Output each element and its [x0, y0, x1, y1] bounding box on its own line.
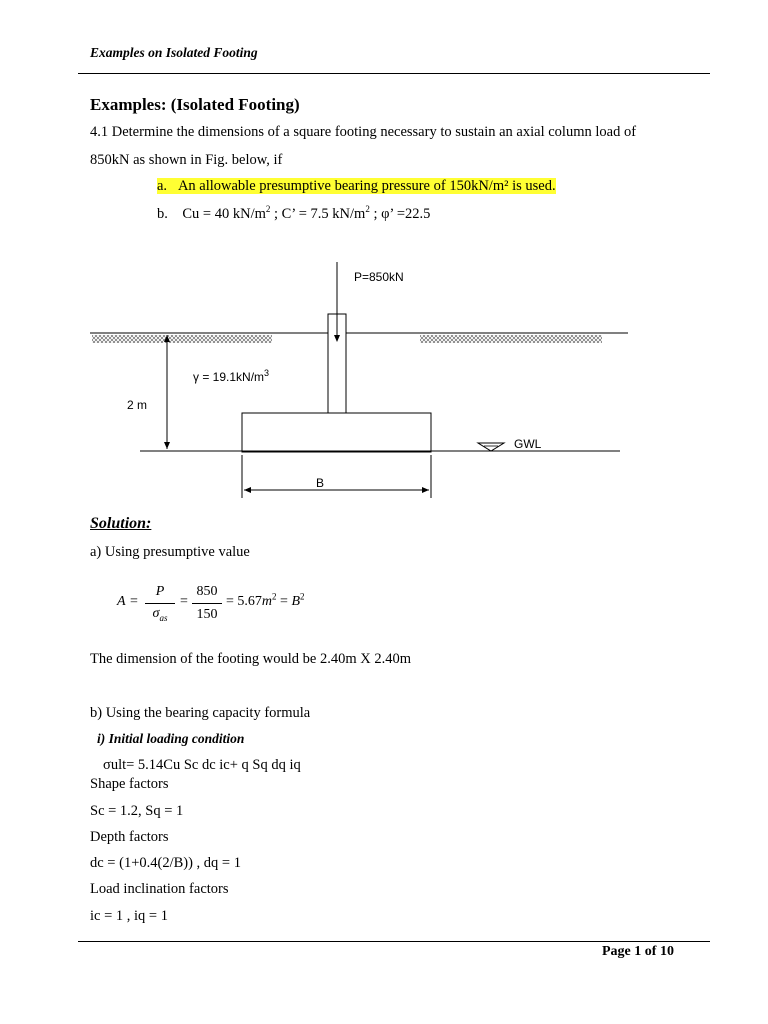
part-a: a) Using presumptive value: [90, 544, 250, 560]
shape-factors-values: Sc = 1.2, Sq = 1: [90, 803, 184, 819]
page-title: Examples: (Isolated Footing): [90, 95, 300, 114]
page-total: 10: [659, 944, 674, 959]
eq-equals-2: =: [180, 594, 188, 609]
eq-num-1: P: [155, 584, 165, 599]
problem-line-2: 850kN as shown in Fig. below, if: [90, 152, 283, 168]
eq-sigma: σ: [152, 606, 160, 621]
shape-factors-label: Shape factors: [90, 776, 169, 792]
eq-equals-1: =: [130, 594, 138, 609]
depth-label: 2 m: [127, 398, 148, 412]
gamma-label: [193, 370, 269, 384]
footer-rule: [78, 941, 710, 942]
width-arrow-left: [244, 487, 251, 493]
gamma-sup: 3: [264, 368, 270, 378]
item-a-text: An allowable presumptive bearing pressure of 150kN/m² is used.: [177, 178, 556, 194]
load-factors-values: ic = 1 , iq = 1: [90, 908, 168, 924]
part-b: b) Using the bearing capacity formula: [90, 705, 311, 721]
eq-exp-1: 2: [272, 591, 277, 602]
eq-exp-2: 2: [300, 591, 305, 602]
eq-result: = $5.67m^2 = B^2$: [226, 591, 305, 609]
width-arrow-right: [422, 487, 429, 493]
eq-fraction-bar-1: [145, 603, 175, 604]
page-current: 1: [634, 944, 642, 959]
width-label: B: [316, 476, 325, 490]
depth-factors-values: dc = (1+0.4(2/B)) , dq = 1: [90, 855, 241, 871]
soil-hatch-right: [420, 335, 602, 343]
eq-lhs: A: [117, 594, 126, 609]
page-of: of: [641, 944, 660, 959]
footing: [242, 413, 431, 452]
load-factors-label: Load inclination factors: [90, 881, 229, 897]
bearing-formula: σult= 5.14Cu Sc dc ic+ q Sq dq iq: [103, 757, 301, 773]
depth-factors-label: Depth factors: [90, 829, 169, 845]
page-number: [602, 944, 674, 960]
gwl-symbol: [478, 443, 504, 451]
solution-heading: Solution:: [90, 515, 152, 532]
eq-b: B: [291, 594, 300, 609]
item-b-marker: b.: [157, 206, 168, 222]
condition-heading: i) Initial loading condition: [97, 731, 245, 746]
load-label: P=850kN: [354, 270, 404, 284]
depth-arrow-bottom: [164, 442, 170, 449]
eq-m: m: [261, 594, 273, 609]
item-b-phi: ; φ’ =22.5: [369, 206, 431, 222]
item-b-c: ; C’ = 7.5 kN/m: [270, 206, 366, 222]
running-header: Examples on Isolated Footing: [90, 45, 258, 60]
gwl-label: GWL: [514, 437, 542, 451]
eq-fraction-bar-2: [192, 603, 222, 604]
eq-den-1: [145, 606, 175, 623]
item-b-sup-2: 2: [365, 204, 370, 215]
page-word: Page: [602, 944, 635, 959]
item-b-sup-1: 2: [265, 204, 271, 215]
problem-line-1: 4.1 Determine the dimensions of a square footing necessary to sustain an axial column load of: [90, 124, 637, 140]
dimension-result: The dimension of the footing would be 2.40m X 2.40m: [90, 651, 411, 667]
item-a-marker: a.: [157, 178, 168, 194]
eq-den-2: 150: [196, 607, 218, 622]
eq-num-2: 850: [196, 584, 218, 599]
gamma-text: γ = 19.1kN/m: [193, 370, 265, 384]
soil-hatch-left: [92, 335, 272, 343]
eq-sigma-sub: as: [159, 612, 168, 623]
item-b-cu: Cu = 40 kN/m: [182, 206, 266, 222]
eq-result-value: = 5.67: [226, 594, 262, 609]
